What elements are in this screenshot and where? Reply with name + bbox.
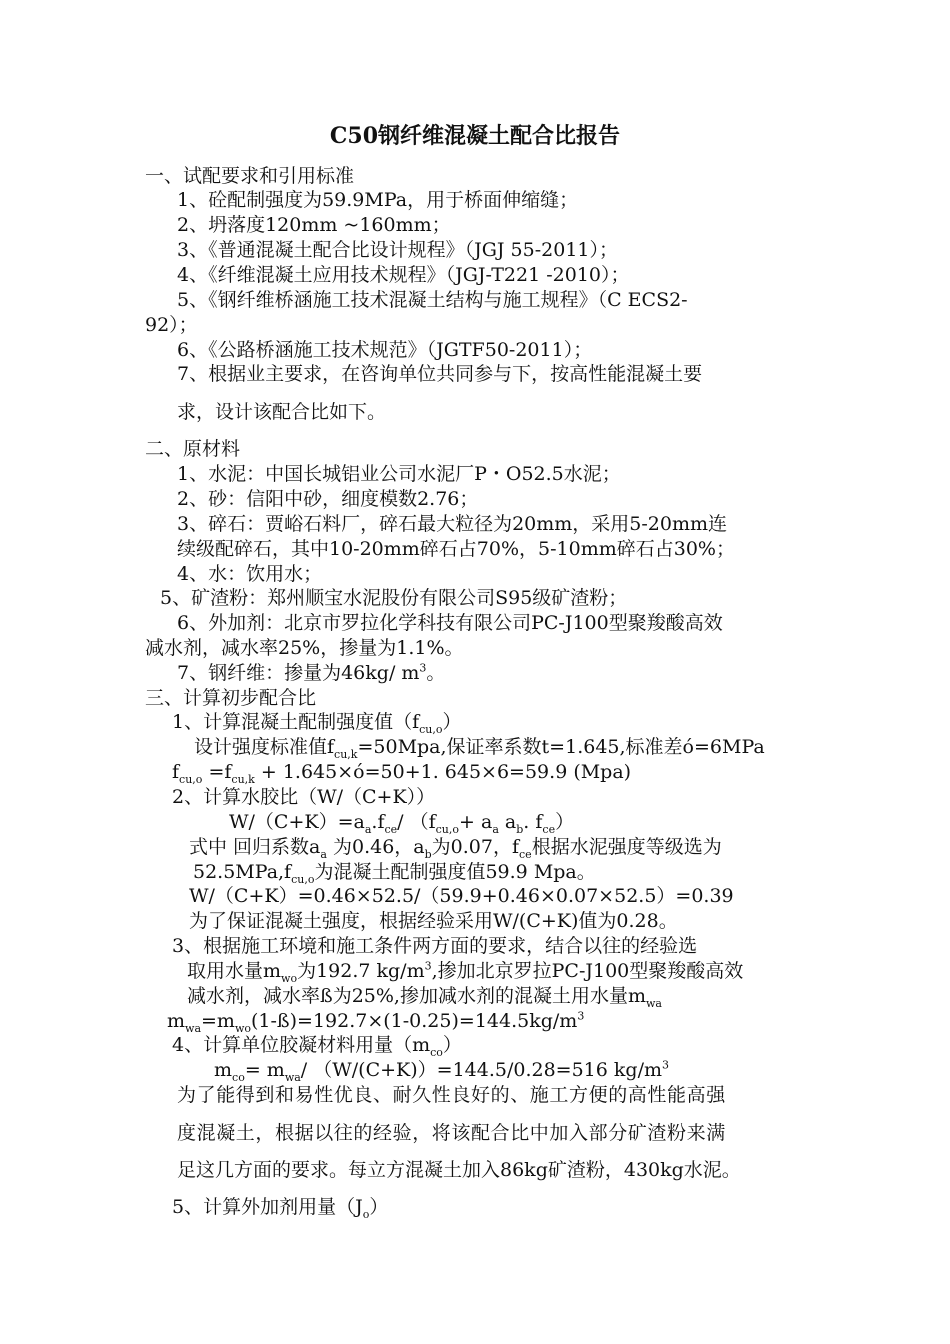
paragraph-line: 为了能得到和易性优良、耐久性良好的、施工方便的高性能高强 bbox=[177, 1084, 726, 1106]
list-item-continuation: 减水剂，减水率25%，掺量为1.1%。 bbox=[145, 637, 464, 659]
list-item: 4、《纤维混凝土应用技术规程》（JGJ-T221 -2010）； bbox=[177, 264, 630, 286]
list-item-continuation: 求，设计该配合比如下。 bbox=[177, 401, 387, 423]
calc-step-2-where: 式中 回归系数$a_a$ 为0.46，$a_b$为0.07，$f_{ce}$根据水泥强度等级选为 bbox=[189, 836, 722, 861]
list-item: 6、《公路桥涵施工技术规范》（JGTF50-2011）； bbox=[177, 339, 593, 361]
list-item-steel-fiber: 7、钢纤维：掺量为46kg/ $m^3$。 bbox=[177, 661, 446, 684]
list-item: 4、水：饮用水； bbox=[177, 563, 323, 585]
paragraph-line: 足这几方面的要求。每立方混凝土加入86kg矿渣粉，430kg水泥。 bbox=[177, 1159, 741, 1181]
calc-step-1-formula: $f_{cu,o} =f_{cu,k}$ + 1.645×ó=50+1. 645×6=59.9 (Mpa) bbox=[172, 761, 632, 786]
list-item: 6、外加剂：北京市罗拉化学科技有限公司PC-J100型聚羧酸高效 bbox=[177, 612, 723, 634]
list-item: 1、水泥：中国长城铝业公司水泥厂P・O52.5水泥； bbox=[177, 463, 621, 485]
list-item: 5、《钢纤维桥涵施工技术混凝土结构与施工规程》（C ECS2- bbox=[177, 289, 688, 311]
calc-step-5: 5、计算外加剂用量$(J_o)$ bbox=[172, 1196, 389, 1221]
calc-step-3-cont2: 减水剂，减水率ß为25%,掺加减水剂的混凝土用水量$m_{wa}$ bbox=[187, 985, 662, 1010]
section-heading-calculation: 三、计算初步配合比 bbox=[145, 687, 317, 709]
section-heading-materials: 二、原材料 bbox=[145, 438, 241, 460]
calc-step-1-standard: 设计强度标准值$f_{cu,k}=50Mpa$,保证率系数t=1.645,标准差ó=6MPa bbox=[194, 736, 765, 761]
list-item: 2、砂：信阳中砂，细度模数2.76； bbox=[177, 488, 479, 510]
list-item-continuation: 92）； bbox=[145, 314, 198, 336]
calc-step-3-formula: $m_{wa}=m_{wo}(1-ß)=192.7\times(1-0.25)=144.5kg/m^3$ bbox=[167, 1009, 585, 1035]
calc-step-2: 2、计算水胶比（W/（C+K）） bbox=[172, 786, 436, 808]
calc-step-2-formula: $W/(C+K)=a_a.f_{ce}/$ （$f_{cu,o}+ a_a$ $a_b$. $f_{ce}$） bbox=[229, 811, 575, 836]
calc-step-3-cont: 取用水量$m_{wo}$为192.7 $kg/m^3$,掺加北京罗拉PC-J100型聚羧酸高效 bbox=[187, 959, 744, 985]
list-item: 2、坍落度120mm ~160mm； bbox=[177, 214, 451, 236]
list-item: 3、碎石：贾峪石料厂，碎石最大粒径为20mm，采用5-20mm连 bbox=[177, 513, 728, 535]
section-heading-requirements: 一、试配要求和引用标准 bbox=[145, 165, 355, 187]
calc-step-2-result: W/（C+K）=0.46×52.5/（59.9+0.46×0.07×52.5）=0.39 bbox=[189, 885, 734, 907]
document-title: C50钢纤维混凝土配合比报告 bbox=[329, 123, 621, 149]
list-item: 5、矿渣粉：郑州顺宝水泥股份有限公司S95级矿渣粉； bbox=[160, 587, 628, 609]
calc-step-4: 4、计算单位胶凝材料用量$(m_{co})$ bbox=[172, 1034, 462, 1059]
list-item-continuation: 续级配碎石，其中10-20mm碎石占70%，5-10mm碎石占30%； bbox=[177, 538, 735, 560]
calc-step-2-note: 为了保证混凝土强度，根据经验采用W/(C+K)值为0.28。 bbox=[189, 910, 678, 932]
calc-step-4-formula: $m_{co}= m_{wa}/$ （W/(C+K)）=144.5/0.28=516 $kg/m^3$ bbox=[214, 1058, 669, 1084]
paragraph-line: 度混凝土，根据以往的经验，将该配合比中加入部分矿渣粉来满 bbox=[177, 1122, 726, 1144]
calc-step-1: 1、计算混凝土配制强度值$(f_{cu,o})$ bbox=[172, 711, 462, 736]
calc-step-2-where-cont: $52.5MPa,f_{cu,o}$为混凝土配制强度值59.9 Mpa。 bbox=[193, 861, 596, 886]
list-item: 3、《普通混凝土配合比设计规程》（JGJ 55-2011）； bbox=[177, 239, 618, 261]
list-item: 7、根据业主要求，在咨询单位共同参与下，按高性能混凝土要 bbox=[177, 363, 703, 385]
calc-step-3: 3、根据施工环境和施工条件两方面的要求，结合以往的经验选 bbox=[172, 935, 698, 957]
list-item: 1、砼配制强度为59.9MPa，用于桥面伸缩缝； bbox=[177, 189, 579, 211]
